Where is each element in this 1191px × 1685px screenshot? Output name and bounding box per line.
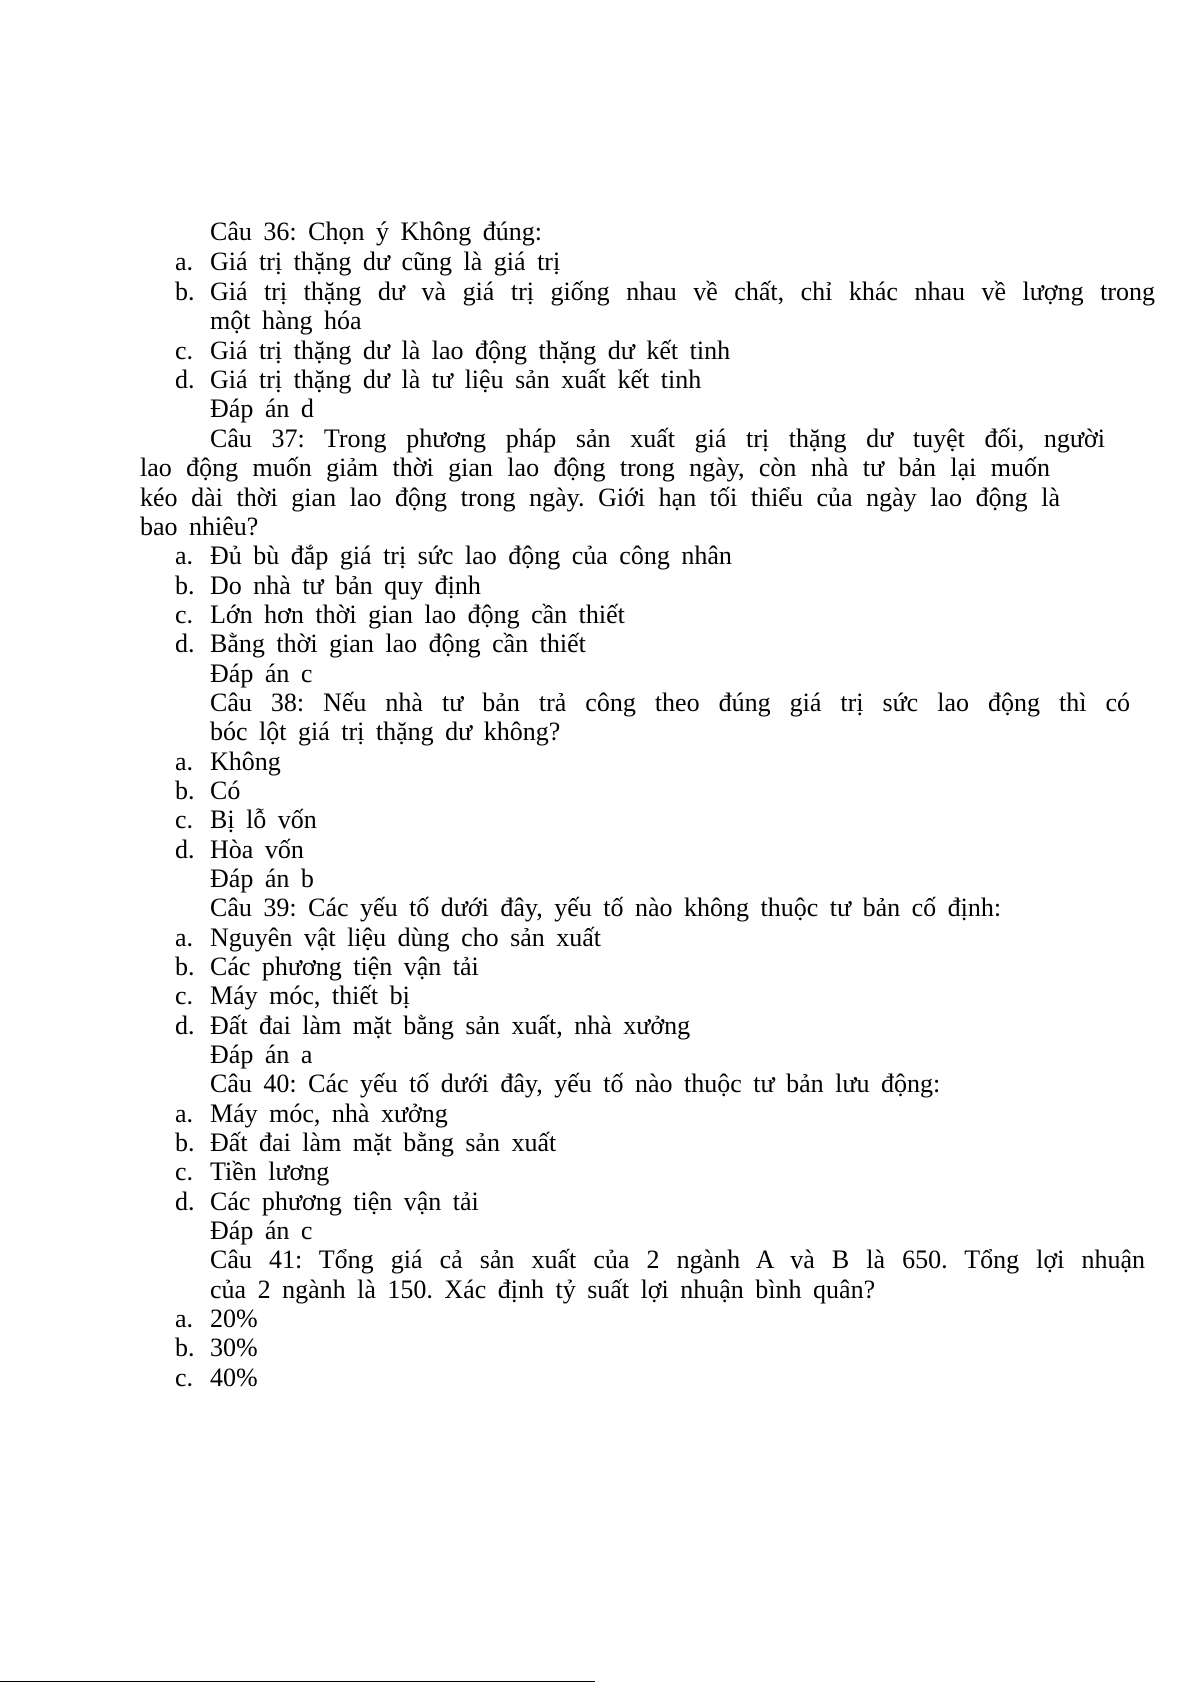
q39-option-b: Các phương tiện vận tải (210, 952, 479, 981)
question-37-line-4: bao nhiêu? (140, 512, 259, 541)
q36-option-b-label: b. (175, 277, 195, 306)
q38-answer: Đáp án b (210, 864, 314, 893)
question-37-line-2: lao động muốn giảm thời gian lao động trong ngày, còn nhà tư bản lại muốn (140, 453, 1050, 482)
q36-option-a: Giá trị thặng dư cũng là giá trị (210, 247, 561, 276)
q41-option-b: 30% (210, 1333, 258, 1362)
question-39: Câu 39: Các yếu tố dưới đây, yếu tố nào không thuộc tư bản cố định: (210, 893, 1002, 922)
q39-option-d: Đất đai làm mặt bằng sản xuất, nhà xưởng (210, 1011, 691, 1040)
q38-option-d-label: d. (175, 835, 195, 864)
q40-option-c-label: c. (175, 1157, 194, 1186)
question-41-line-1: Câu 41: Tổng giá cả sản xuất của 2 ngành A và B là 650. Tổng lợi nhuận (210, 1245, 1145, 1274)
q36-option-c: Giá trị thặng dư là lao động thặng dư kết tinh (210, 336, 731, 365)
q38-option-a-label: a. (175, 747, 194, 776)
q36-option-b-continued: một hàng hóa (210, 306, 362, 335)
q36-option-d-label: d. (175, 365, 195, 394)
footer-rule (0, 1681, 595, 1682)
question-41-line-2: của 2 ngành là 150. Xác định tỷ suất lợi nhuận bình quân? (210, 1275, 876, 1304)
q39-option-a: Nguyên vật liệu dùng cho sản xuất (210, 923, 602, 952)
q38-option-b-label: b. (175, 776, 195, 805)
q37-option-a-label: a. (175, 541, 194, 570)
q41-option-b-label: b. (175, 1333, 195, 1362)
question-36: Câu 36: Chọn ý Không đúng: (210, 217, 542, 246)
q40-option-c: Tiền lương (210, 1157, 330, 1186)
q38-option-c: Bị lỗ vốn (210, 805, 317, 834)
q40-option-d: Các phương tiện vận tải (210, 1187, 479, 1216)
q40-option-b-label: b. (175, 1128, 195, 1157)
q41-option-c: 40% (210, 1363, 258, 1392)
q37-option-b: Do nhà tư bản quy định (210, 571, 481, 600)
q37-option-d-label: d. (175, 629, 195, 658)
q41-option-c-label: c. (175, 1363, 194, 1392)
q39-option-c: Máy móc, thiết bị (210, 981, 410, 1010)
q41-option-a-label: a. (175, 1304, 194, 1333)
question-38-line-2: bóc lột giá trị thặng dư không? (210, 717, 561, 746)
q38-option-a: Không (210, 747, 281, 776)
q37-option-b-label: b. (175, 571, 195, 600)
question-37-line-3: kéo dài thời gian lao động trong ngày. Giới hạn tối thiểu của ngày lao động là (140, 483, 1060, 512)
question-38-line-1: Câu 38: Nếu nhà tư bản trả công theo đúng giá trị sức lao động thì có (210, 688, 1130, 717)
q40-option-b: Đất đai làm mặt bằng sản xuất (210, 1128, 557, 1157)
question-40: Câu 40: Các yếu tố dưới đây, yếu tố nào thuộc tư bản lưu động: (210, 1069, 941, 1098)
q40-answer: Đáp án c (210, 1216, 313, 1245)
q37-option-a: Đủ bù đắp giá trị sức lao động của công nhân (210, 541, 732, 570)
q40-option-d-label: d. (175, 1187, 195, 1216)
q40-option-a: Máy móc, nhà xưởng (210, 1099, 448, 1128)
q36-option-b: Giá trị thặng dư và giá trị giống nhau về chất, chỉ khác nhau về lượng trong (210, 277, 1155, 306)
q36-option-d: Giá trị thặng dư là tư liệu sản xuất kết tinh (210, 365, 702, 394)
q39-answer: Đáp án a (210, 1040, 313, 1069)
q37-answer: Đáp án c (210, 659, 313, 688)
question-37-line-1: Câu 37: Trong phương pháp sản xuất giá trị thặng dư tuyệt đối, người (210, 424, 1105, 453)
q38-option-c-label: c. (175, 805, 194, 834)
q39-option-a-label: a. (175, 923, 194, 952)
q39-option-d-label: d. (175, 1011, 195, 1040)
q36-option-a-label: a. (175, 247, 194, 276)
q41-option-a: 20% (210, 1304, 258, 1333)
q36-answer: Đáp án d (210, 394, 314, 423)
q36-option-c-label: c. (175, 336, 194, 365)
q40-option-a-label: a. (175, 1099, 194, 1128)
q38-option-d: Hòa vốn (210, 835, 304, 864)
q37-option-c: Lớn hơn thời gian lao động cần thiết (210, 600, 625, 629)
q37-option-d: Bằng thời gian lao động cần thiết (210, 629, 586, 658)
q38-option-b: Có (210, 776, 241, 805)
q39-option-c-label: c. (175, 981, 194, 1010)
q39-option-b-label: b. (175, 952, 195, 981)
q37-option-c-label: c. (175, 600, 194, 629)
